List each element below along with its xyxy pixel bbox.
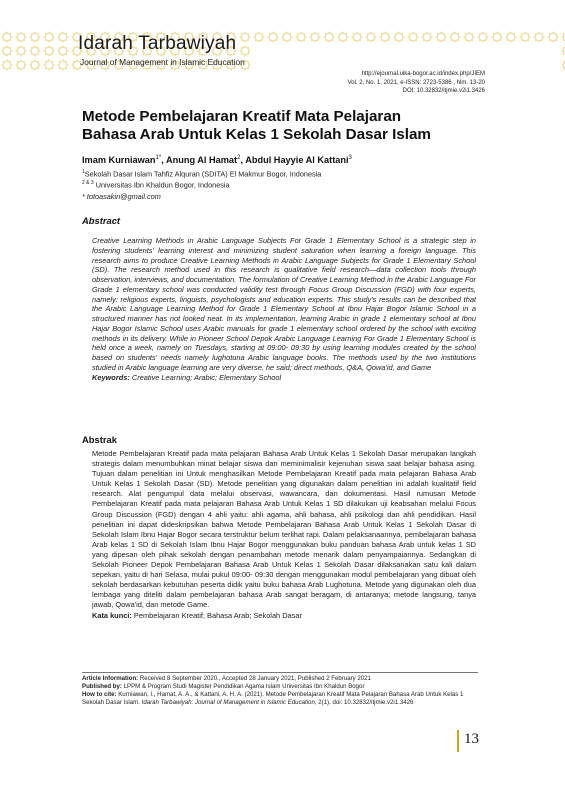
pattern-star-icon <box>268 32 278 42</box>
journal-title: Idarah Tarbawiyah <box>78 33 237 54</box>
author-2: Anung Al Hamat <box>165 155 238 166</box>
author-list: Imam Kurniawan$^{1*}$, Anung Al Hamat$^2$, Abdul Hayyie Al Kattani$^3$ <box>82 155 352 166</box>
affiliation-1: $^1$Sekolah Dasar Islam Tahfiz Alquran (SDITA) El Makmur Bogor, Indonesia <box>82 169 322 179</box>
pattern-star-icon <box>380 32 390 42</box>
article-doi: DOI: 10.32832/itjmie.v2i1.3426 <box>402 88 485 95</box>
abstract-indonesian <box>92 449 476 621</box>
pattern-star-icon <box>254 32 264 42</box>
pattern-star-icon <box>58 32 68 42</box>
article-dates: Article Information: Received 8 September 2020., Accepted 28 January 2021, Published 2 February 2021 <box>82 675 371 682</box>
abstrak-heading: Abstrak <box>82 434 117 445</box>
pattern-star-icon <box>2 32 12 42</box>
abstract-indonesian-text: Metode Pembelajaran Kreatif pada mata pelajaran Bahasa Arab Untuk Kelas 1 Sekolah Dasar merupakan langkah strategis dalam menumbuhkan minat belajar siswa dan meminimalisir kejenuhan siswa saat belajar bahasa asing. Tujuan dalam penelitian ini Untuk menghasilkan Metode Pembelajaran Kreatif pada mata pelajaran Bahasa Arab Untuk Kelas 1 Sekolah Dasar (SD). Metode penelitian yang digunakan dalam penelitian ini adalah kualitatif field research. Alat pengumpul data melalui observasi, wawancara, dan dokumentasi. Hasil rumusan Metode Pembelajaran Kreatif pada mata pelajaran Bahasa Arab Untuk Kelas 1 SD dilakukan uji keabsahan melalui Focus Group Discussion (FGD) dengan 4 ahli yaitu: ahli agama, ahli bahasa, ahli psikologi dan ahli pendidikan. Hasil penelitian ini dapat dideskripsikan bahwa Metode Pembelajaran Bahasa Arab Untuk Kelas 1 Sekolah Dasar di Sekolah Islam Ibnu Hajar Bogor secara terstruktur belum terlihat rapi. Dalam pelaksanaannya, pembelajaran bahasa Arab kelas 1 SD di Sekolah Islam Ibnu Hajar Bogor menggunakan buku panduan bahasa Arab untuk kelas 1 SD yang dipesan oleh pihak sekolah dengan penambahan metode menarik dalam penyampaiannya. Sedangkan di Sekolah Pioneer Depok Pembelajaran Bahasa Arab Untuk Kelas 1 Sekolah Dasar dilaksanakan satu kali dalam sepekan, yaitu di hari Selasa, mulai pukul 09:00- 09:30 dengan menggunakan modul pembelajaran yang dibuat oleh sekolah berdasarkan kebutuhan peserta didik yaitu buku bahasa Arab Lughotuna. Metode yang digunakan oleh dua lembaga yang diteliti dalam pembelajaran bahasa Arab sangat beragam, di antaranya; metode langsung, tanya jawab, Qowa'id, dan metode Game. <box>92 449 476 610</box>
pattern-star-icon <box>366 32 376 42</box>
pattern-star-icon <box>44 46 54 56</box>
author-3: Abdul Hayyie Al Kattani <box>245 155 349 166</box>
pattern-star-icon <box>408 32 418 42</box>
pattern-star-icon <box>534 32 544 42</box>
page-number: 13 <box>464 731 479 747</box>
pattern-star-icon <box>310 32 320 42</box>
pattern-star-icon <box>44 60 54 70</box>
keywords-indonesian: Kata kunci: Pembelajaran Kreatif; Bahasa Arab; Sekolah Dasar <box>92 610 302 620</box>
pattern-star-icon <box>548 32 558 42</box>
author-3-sup: 3 <box>348 155 352 161</box>
journal-volume: Vol. 2, No. 1, 2021, e-ISSN: 2723-5386 , hlm. 13-20 <box>347 79 485 86</box>
pattern-star-icon <box>338 32 348 42</box>
affiliation-2: $^{2 \& 3}$ Universitas Ibn Khaldun Bogor, Indonesia <box>82 180 230 190</box>
pattern-star-icon <box>30 60 40 70</box>
title-line-1: Metode Pembelajaran Kreatif Mata Pelajaran <box>82 108 402 125</box>
pattern-star-icon <box>16 60 26 70</box>
pattern-star-icon <box>478 32 488 42</box>
pattern-star-icon <box>44 32 54 42</box>
pattern-star-icon <box>240 46 250 56</box>
pattern-star-icon <box>240 32 250 42</box>
author-1-sup: 1* <box>155 155 162 161</box>
pattern-star-icon <box>422 32 432 42</box>
journal-meta <box>348 70 485 96</box>
author-2-sup: 2 <box>237 155 241 161</box>
abstract-english-text: Creative Learning Methods in Arabic Language Subjects For Grade 1 Elementary School is a strategic step in fostering students' learning interest and minimizing student saturation when learning a foreign language. This research aims to produce Creative Learning Methods in Arabic Language Subjects for Grade 1 Elementary School (SD). The research method used in this research is qualitative field research—data collection tools through observation, interviews, and documentation. The formulation of Creative Learning Method in the Arabic Language For Grade 1 elementary school was conducted validity test through Focus Group Discussion (FGD) with four experts, namely: religious experts, linguists, psychologists and education experts. This study's results can be described that the Arabic Language Learning Method for Grade 1 Elementary School at Ibnu Hajar Bogor Islamic School in a structured manner has not looked neat. In its implementation, learning Arabic in grade 1 elementary school at Ibnu Hajar Bogor Islamic School uses Arabic manuals for grade 1 elementary school ordered by the school with exciting methods in its delivery. While in Pioneer School Depok Arabic Language Learning For Grade 1 Elementary School is held once a week, namely on Tuesdays, starting at 09:00- 09:30 by using learning modules created by the school based on students' needs namely lughotuna Arabic language books. The methods used by the two institutions studied in Arabic language learning are very diverse, he said; direct methods, Q&A, Qowa'id, and Game <box>92 236 476 372</box>
pattern-star-icon <box>436 32 446 42</box>
article-title <box>82 108 482 144</box>
pattern-star-icon <box>16 32 26 42</box>
author-1: Imam Kurniawan <box>82 155 156 166</box>
pattern-star-icon <box>58 46 68 56</box>
pattern-star-icon <box>282 32 292 42</box>
journal-header <box>0 0 565 110</box>
pattern-star-icon <box>394 32 404 42</box>
pattern-star-icon <box>450 32 460 42</box>
page-number-bar <box>457 730 459 752</box>
pattern-star-icon <box>352 32 362 42</box>
citation: How to cite: Kurniawan, I., Hamat, A. A., & Kattani, A. H. A. (2021). Metode Pembelajaran Kreatif Mata Pelajaran Bahasa Arab Untuk Kelas 1 Sekolah Dasar Islam. Idarah Tarbawiyah: Journal of Management in Islamic Education, 2(1). doi: 10.32832/itjmie.v2i1.3426 <box>82 691 464 707</box>
pattern-star-icon <box>492 32 502 42</box>
corresponding-email[interactable]: * totoasakin@gmail.com <box>82 192 161 201</box>
publisher: Published by: LPPM & Program Studi Magister Pendidikan Agama Islam Universitas Ibn Khaldun Bogor <box>82 683 365 691</box>
pattern-star-icon <box>2 46 12 56</box>
abstract-english <box>92 236 476 382</box>
abstract-heading: Abstract <box>82 215 121 226</box>
pattern-star-icon <box>506 32 516 42</box>
keywords-english: Keywords: Creative Learning; Arabic; Elementary School <box>92 372 282 382</box>
pattern-star-icon <box>58 60 68 70</box>
pattern-star-icon <box>520 32 530 42</box>
pattern-star-icon <box>2 60 12 70</box>
journal-subtitle: Journal of Management in Islamic Education <box>80 57 245 67</box>
article-information <box>82 675 478 707</box>
journal-url[interactable]: http://ejournal.uika-bogor.ac.id/index.php/JIEM <box>361 71 485 77</box>
info-divider <box>82 672 478 673</box>
title-line-2: Bahasa Arab Untuk Kelas 1 Sekolah Dasar Islam <box>82 126 431 143</box>
pattern-star-icon <box>30 46 40 56</box>
pattern-star-icon <box>30 32 40 42</box>
pattern-star-icon <box>324 32 334 42</box>
pattern-star-icon <box>16 46 26 56</box>
pattern-star-icon <box>464 32 474 42</box>
pattern-star-icon <box>296 32 306 42</box>
